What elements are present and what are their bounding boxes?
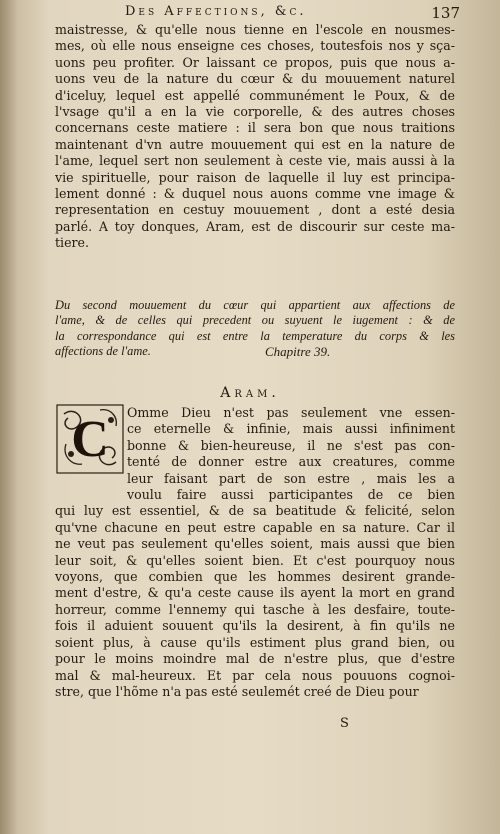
text-line: leur faisant part de son estre , mais les a	[127, 470, 455, 486]
text-line: qu'vne chacune en peut estre capable en sa nature. Car il	[55, 519, 455, 535]
svg-text:C: C	[71, 411, 109, 468]
text-line: d'iceluy, lequel est appellé communément le Poux, & de	[55, 87, 455, 103]
running-title: Des Affections, &c.	[125, 4, 307, 19]
signature-mark: S	[340, 716, 349, 731]
text-line: tenté de donner estre aux creatures, comme	[127, 454, 455, 470]
chapter-heading	[55, 298, 455, 360]
page-header	[55, 4, 460, 24]
text-line: pour le moins moindre mal de n'estre plus, que d'estre	[55, 651, 455, 667]
text-line: mal & mal-heureux. Et par cela nous pouuons cognoi-	[55, 667, 455, 683]
chapter-label: Chapitre 39.	[265, 344, 331, 360]
text-line: Omme Dieu n'est pas seulement vne essen-	[127, 405, 455, 420]
text-line: l'vsage qu'il a en la vie corporelle, & des autres choses	[55, 104, 455, 120]
text-line: ment d'estre, & qu'a ceste cause ils ayent la mort en grand	[55, 585, 455, 601]
text-line: voyons, que combien que les hommes desirent grande-	[55, 569, 455, 585]
text-line: uons peu profiter. Or laissant ce propos, puis que nous a-	[55, 54, 455, 70]
text-line: lement donné : & duquel nous auons comme vne image &	[55, 186, 455, 202]
text-line: horreur, comme l'ennemy qui tasche à les desfaire, toute-	[55, 601, 455, 617]
text-line: vie spirituelle, pour raison de laquelle il luy est principa-	[55, 169, 455, 185]
text-line: voulu faire aussi participantes de ce bien	[127, 487, 455, 503]
page-gutter-shadow	[0, 0, 18, 834]
chapter-heading-line: affections de l'ame. Chapitre 39.	[55, 344, 331, 360]
text-line: representation en cestuy mouuement , dont a esté desia	[55, 202, 455, 218]
text-line: fois il aduient souuent qu'ils la desirent, à fin qu'ils ne	[55, 618, 455, 634]
text-line: uons veu de la nature du cœur & du mouuement naturel	[55, 71, 455, 87]
text-line: concernans ceste matiere : il sera bon que nous traitions	[55, 120, 455, 136]
text-line: ne veut pas seulement qu'elles soient, mais aussi que bien	[55, 536, 455, 552]
text-line: parlé. A toy donques, Aram, est de discourir sur ceste ma-	[55, 218, 455, 234]
text-line: soient plus, à cause qu'ils estiment plus grand bien, ou	[55, 634, 455, 650]
page-number: 137	[431, 4, 460, 22]
text-line: tiere.	[55, 235, 90, 251]
paragraph-main	[55, 405, 455, 700]
chapter-heading-line: la correspondance qui est entre la temperature du corps & les	[55, 328, 455, 343]
paragraph-intro	[55, 22, 455, 252]
text-line: maintenant d'vn autre mouuement qui est en la nature de	[55, 136, 455, 152]
text-line: l'ame, lequel sert non seulement à ceste vie, mais aussi à la	[55, 153, 455, 169]
text-line: leur soit, & qu'elles soient bien. Et c'est pourquoy nous	[55, 552, 455, 568]
speaker-name: Aram.	[220, 385, 280, 401]
text-line: ce eternelle & infinie, mais aussi infiniment	[127, 421, 455, 437]
chapter-heading-line: l'ame, & de celles qui precedent ou suyuent le iugement : & de	[55, 313, 455, 328]
text-line: bonne & bien-heureuse, il ne s'est pas con-	[127, 437, 455, 453]
text-line: mes, où elle nous enseigne ces choses, toutesfois nos y sça-	[55, 38, 455, 54]
text-line: stre, que l'hõme n'a pas esté seulemét creé de Dieu pour	[55, 683, 419, 699]
text-line: maistresse, & qu'elle nous tienne en l'escole en nousmes-	[55, 22, 455, 37]
chapter-heading-line: Du second mouuement du cœur qui appartient aux affections de	[55, 298, 455, 312]
text-line: qui luy est essentiel, & de sa beatitude & felicité, selon	[55, 503, 455, 519]
